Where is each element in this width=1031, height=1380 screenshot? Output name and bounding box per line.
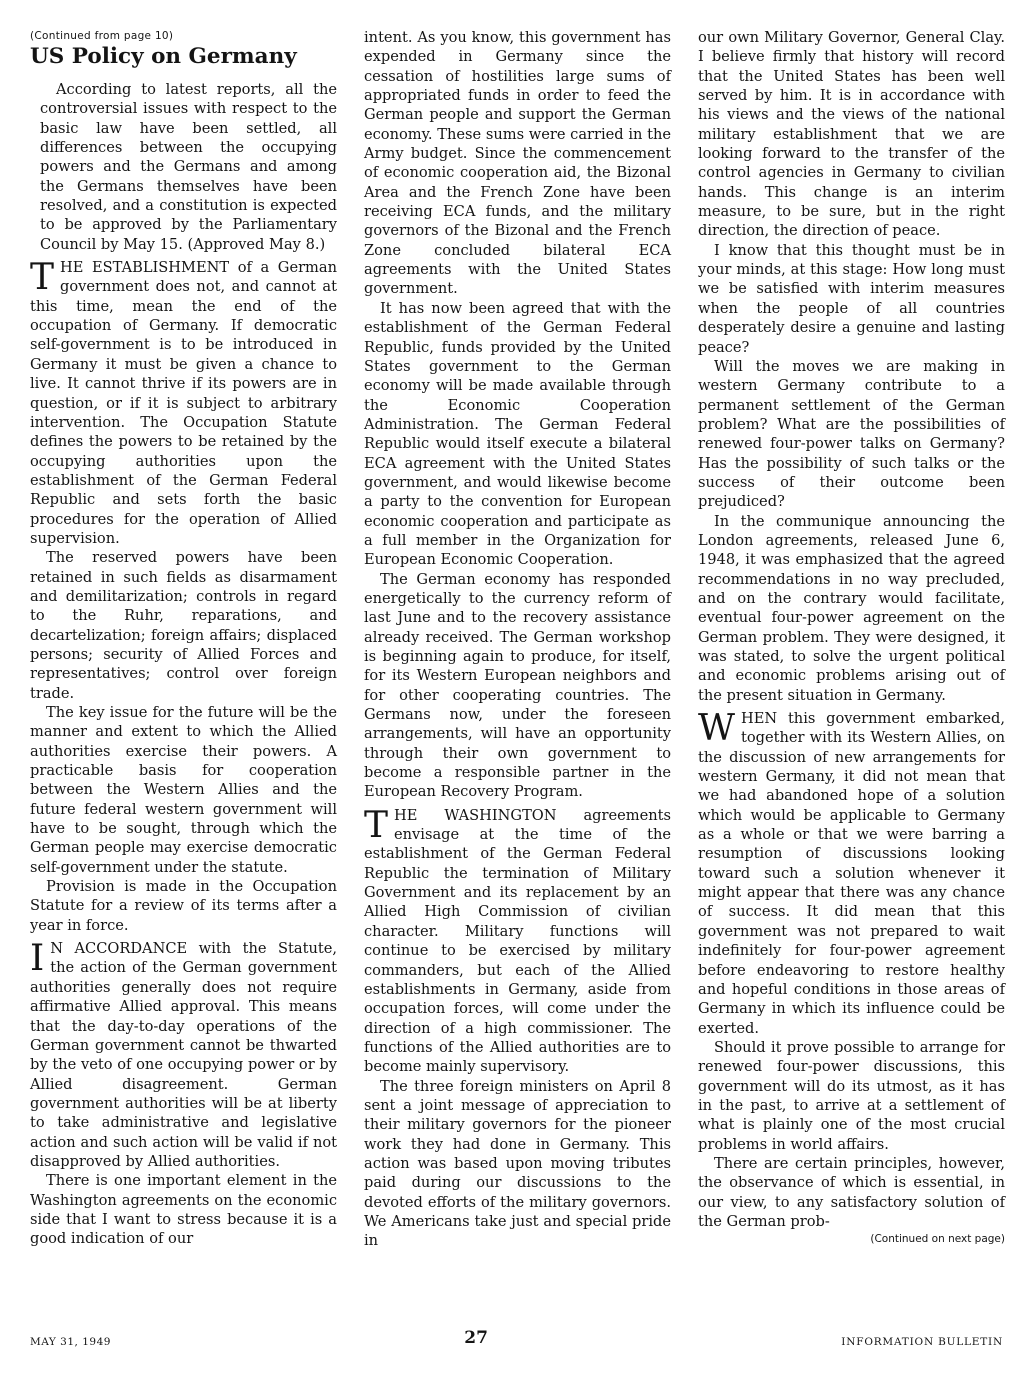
continued-from-note: (Continued from page 10) [30,30,174,42]
intro-block [30,80,337,254]
page-number: 27 [464,1328,488,1348]
drop-cap: T [364,804,389,846]
paragraph: The three foreign ministers on April 8 sent a joint message of appreciation to their military governors for the pioneer work they had done in Germany. This action was based upon moving tributes paid during our discussions to the devoted efforts of the military governors. We Americans take just and special pride in [364,1077,671,1250]
paragraph: It has now been agreed that with the establishment of the German Federal Republic, funds provided by the United States government to the German economy will be made available through the Economic Cooperation Administration. The German Federal Republic would itself execute a bilateral ECA agreement with the United States government, and would likewise become a party to the convention for European economic cooperation and participate as a full member in the Organization for European Economic Cooperation. [364,299,671,569]
paragraph-with-dropcap [698,709,1005,1038]
column-left [30,28,337,1251]
paragraph-with-dropcap [30,939,337,1171]
column-middle [364,28,671,1251]
paragraph: intent. As you know, this government has expended in Germany since the cessation of hostilities large sums of appropriated funds in order to feed the German people and support the German economy. These sums were carried in the Army budget. Since the commencement of economic cooperation aid, the Bizonal Area and the French Zone have been receiving ECA funds, and the military governors of the Bizonal and the French Zone concluded bilateral ECA agreements with the United States government. [364,29,671,298]
publication-title: INFORMATION BULLETIN [841,1336,1003,1348]
article-headline: US Policy on Germany [30,44,297,69]
paragraph: The German economy has responded energetically to the currency reform of last June and to the recovery assistance already received. The German workshop is beginning again to produce, for itself, for its Western European neighbors and for other cooperating countries. The Germans now, under the foreseen arrangements, will have an opportunity through their own government to become a responsible partner in the European Recovery Program. [364,570,671,801]
paragraph: In the communique announcing the London agreements, released June 6, 1948, it was emphasized that the agreed recommendations in no way precluded, and on the contrary would facilitate, eventual four-power agreement on the German problem. They were designed, it was stated, to solve the urgent political and economic problems arising out of the present situation in Germany. [698,512,1005,704]
page-footer [30,1328,1003,1348]
paragraph: Provision is made in the Occupation Statute for a review of its terms after a year in force. [30,878,337,934]
article-columns [30,28,1005,1251]
paragraph: The reserved powers have been retained in such fields as disarmament and demilitarization; controls in regard to the Ruhr, reparations, and decartelization; foreign affairs; displaced persons; security of Allied Forces and representatives; control over foreign trade. [30,549,337,702]
paragraph: I know that this thought must be in your minds, at this stage: How long must we be satisfied with interim measures when the people of all countries desperately desire a genuine and lasting peace? [698,241,1005,356]
issue-date: MAY 31, 1949 [30,1336,111,1348]
paragraph: There is one important element in the Washington agreements on the economic side that I want to stress because it is a good indication of our [30,1172,337,1248]
paragraph-with-dropcap [364,806,671,1077]
paragraph-text: HE ESTABLISHMENT of a German government does not, and cannot at this time, mean the end of the occupation of Germany. If democratic self-government is to be introduced in Germany it must be given a chance to live. It cannot thrive if its powers are in question, or if it is subject to arbitrary intervention. The Occupation Statute defines the powers to be retained by the occupying authorities upon the establishment of the German Federal Republic and sets forth the basic procedures for the operation of Allied supervision. [30,259,337,547]
continued-next-note: (Continued on next page) [870,1233,1005,1246]
column-right [698,28,1005,1251]
paragraph-with-dropcap [30,258,337,548]
paragraph-text: N ACCORDANCE with the Statute, the action of the German government authorities generally does not require affirmative Allied approval. This means that the day-to-day operations of the German government cannot be thwarted by the veto of one occupying power or by Allied disagreement. German government authorities will be at liberty to take administrative and legislative action and such action will be valid if not disapproved by Allied authorities. [30,940,337,1170]
paragraph: Will the moves we are making in western Germany contribute to a permanent settlement of the German problem? What are the possibilities of renewed four-power talks on Germany? Has the possibility of such talks or the success of their outcome been prejudiced? [698,357,1005,511]
paragraph: According to latest reports, all the controversial issues with respect to the basic law have been settled, all differences between the occupying powers and the Germans and among the Germans themselves have been resolved, and a constitution is expected to be approved by the Parliamentary Council by May 15. (Approved May 8.) [40,81,337,253]
paragraph-text: HE WASHINGTON agreements envisage at the time of the establishment of the German Federal Republic the termination of Military Government and its replacement by an Allied High Commission of civilian character. Military functions will continue to be exercised by military commanders, but each of the Allied establishments in Germany, aside from occupation forces, will come under the direction of a high commissioner. The functions of the Allied authorities are to become mainly supervisory. [364,806,671,1076]
paragraph: There are certain principles, however, the observance of which is essential, in our view, to any satisfactory solution of the German prob- [698,1154,1005,1230]
paragraph-text: HEN this government embarked, together with its Western Allies, on the discussion of new arrangements for western Germany, it did not mean that we had abandoned hope of a solution which would be applicable to Germany as a whole or that we were barring a resumption of discussions looking toward such a solution whenever it might appear that there was any chance of success. It did mean that this government was not prepared to wait indefinitely for four-power agreement before endeavoring to restore healthy and hopeful conditions in those areas of Germany in which its influence could be exerted. [698,710,1005,1037]
paragraph: Should it prove possible to arrange for renewed four-power discussions, this government will do its utmost, as it has in the past, to arrive at a settlement of what is plainly one of the most crucial problems in world affairs. [698,1038,1005,1153]
paragraph: our own Military Governor, General Clay. I believe firmly that history will record that the United States has been well served by him. It is in accordance with his views and the views of the national military establishment that we are looking forward to the transfer of the control agencies in Germany to civilian hands. This change is an interim measure, to be sure, but in the right direction, the direction of peace. [698,29,1005,240]
drop-cap: T [30,257,55,299]
paragraph: The key issue for the future will be the manner and extent to which the Allied authorities exercise their powers. A practicable basis for cooperation between the Western Allies and the future federal western government will have to be sought, through which the German people may exercise democratic self-government under the statute. [30,704,337,876]
drop-cap: W [698,708,736,750]
drop-cap: I [30,938,45,980]
